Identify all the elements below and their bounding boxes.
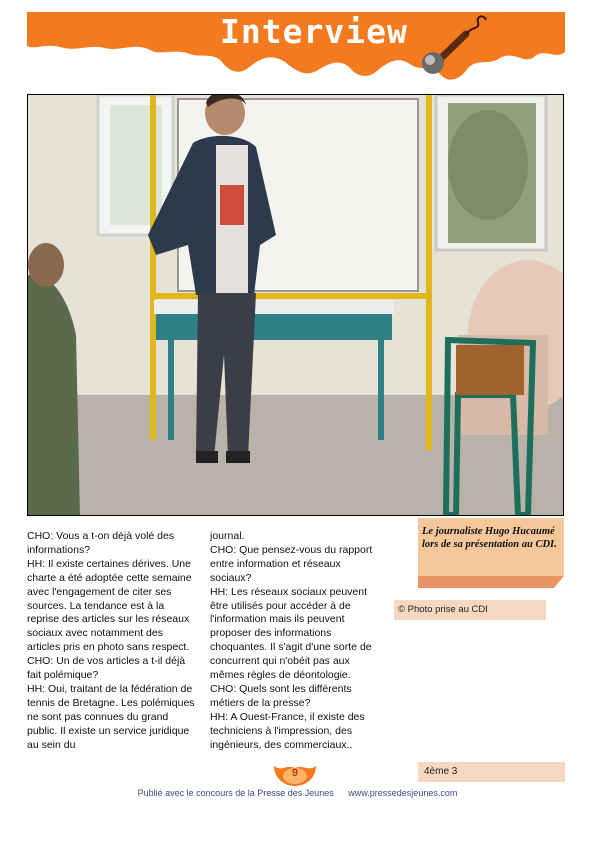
article-paragraph: HH: Il existe certaines dérives. Une charte a été adoptée cette semaine avec l'engagement de citer ses sources. La tendance est à la reprise des articles sur les réseaux sociaux avec notamment des articles pris en photo sans respect. xyxy=(27,557,192,654)
article-paragraph: HH: Oui, traitant de la fédération de tennis de Bretagne. Les polémiques ne sont pas connues du grand public. Il existe un service juridique au sein du xyxy=(27,682,195,750)
article-paragraph: HH: Les réseaux sociaux peuvent être utilisés pour accéder à de l'information mais ils peuvent proposer des informations choquantes. Il s'agit d'une sorte de concurrent qui n'obéit pas aux mêmes règles de déontologie. xyxy=(210,585,372,682)
article-column-left xyxy=(27,530,199,750)
article-paragraph: HH: A Ouest-France, il existe des techniciens à l'impression, des ingénieurs, des commerciaux.. xyxy=(210,710,365,751)
footer-link[interactable]: www.pressedesjeunes.com xyxy=(348,788,458,798)
interview-photo xyxy=(27,94,564,516)
class-label: 4ème 3 xyxy=(424,766,458,777)
page-title: Interview xyxy=(220,12,408,51)
article-paragraph: CHO: Un de vos articles a t-il déjà fait polémique? xyxy=(27,655,186,682)
article-paragraph: journal. xyxy=(210,530,245,542)
photo-credit: © Photo prise au CDI xyxy=(398,604,488,615)
photo-caption: Le journaliste Hugo Hucaumé lors de sa présentation au CDI. xyxy=(422,526,557,550)
article-paragraph: CHO: Vous a t-on déjà volé des informations? xyxy=(27,530,175,556)
article-paragraph: CHO: Que pensez-vous du rapport entre information et réseaux sociaux? xyxy=(210,543,373,584)
article-column-middle xyxy=(210,530,382,753)
footer-credit: Publié avec le concours de la Presse des Jeunes xyxy=(137,788,334,798)
footer xyxy=(0,788,595,798)
article-paragraph: CHO: Quels sont les différents métiers de la presse? xyxy=(210,682,352,709)
page-number: 9 xyxy=(291,767,299,779)
